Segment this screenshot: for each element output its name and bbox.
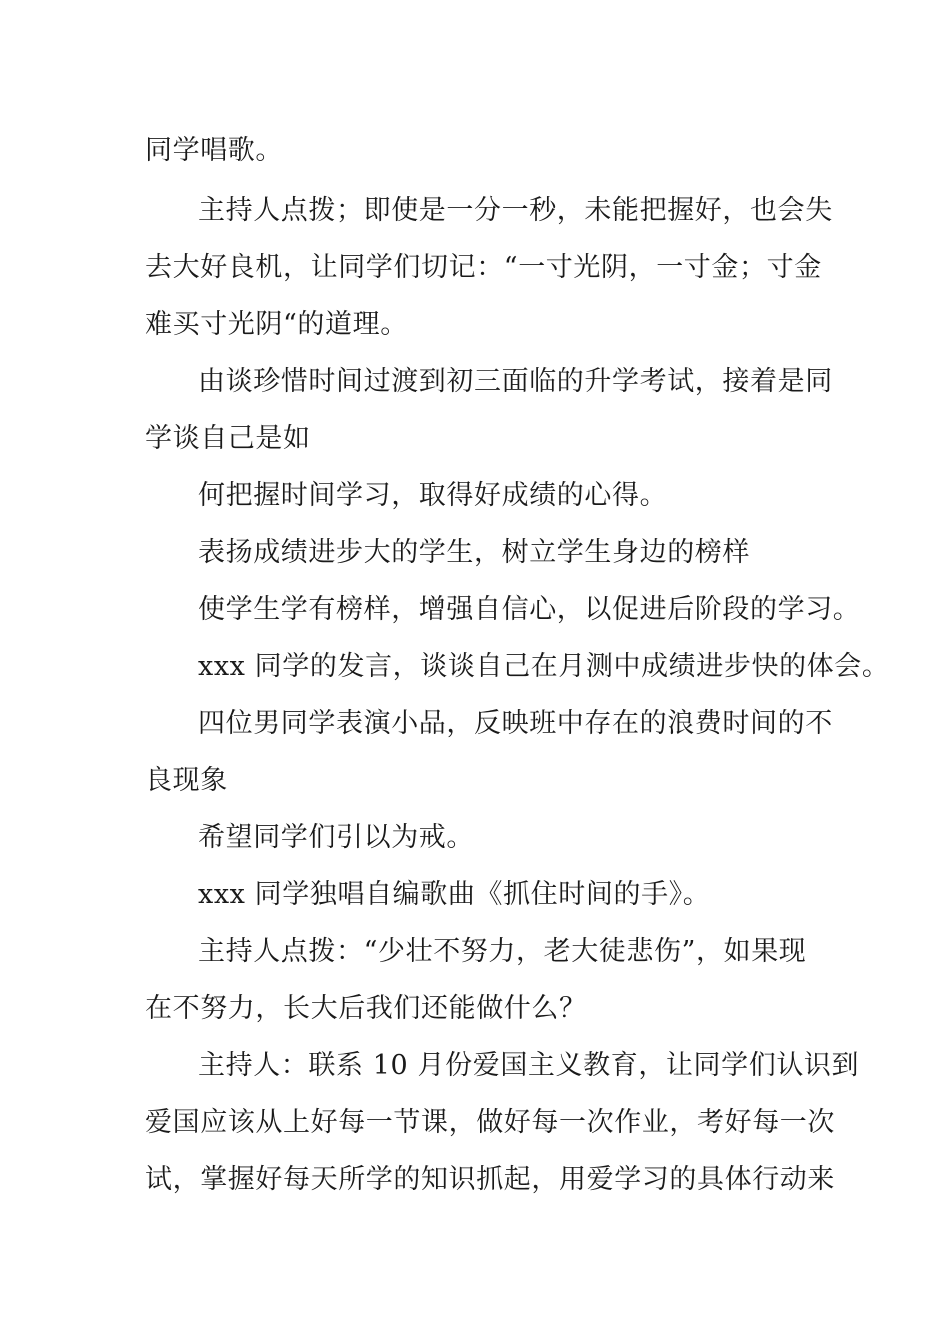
text-line: 主持人点拨；即使是一分一秒，未能把握好，也会失 xyxy=(198,195,833,226)
text-line: 去大好良机，让同学们切记：“一寸光阴，一寸金；寸金 xyxy=(145,252,822,283)
text-line: 希望同学们引以为戒。 xyxy=(198,822,474,853)
text-line: 使学生学有榜样，增强自信心，以促进后阶段的学习。 xyxy=(198,594,861,625)
text-line: 在不努力，长大后我们还能做什么？ xyxy=(145,993,587,1024)
text-line: 何把握时间学习，取得好成绩的心得。 xyxy=(198,480,668,511)
text-line: 良现象 xyxy=(145,765,228,796)
text-line: 主持人点拨：“少壮不努力，老大徒悲伤”，如果现 xyxy=(198,936,807,967)
text-line: 表扬成绩进步大的学生，树立学生身边的榜样 xyxy=(198,537,750,568)
text-line: 主持人：联系 10 月份爱国主义教育，让同学们认识到 xyxy=(198,1050,860,1081)
text-line: xxx 同学独唱自编歌曲《抓住时间的手》。 xyxy=(198,879,711,910)
text-line: 难买寸光阴“的道理。 xyxy=(145,309,408,340)
text-line: 试，掌握好每天所学的知识抓起，用爱学习的具体行动来 xyxy=(145,1164,835,1195)
text-line: 同学唱歌。 xyxy=(145,135,283,166)
text-line: 爱国应该从上好每一节课，做好每一次作业，考好每一次 xyxy=(145,1107,835,1138)
text-line: xxx 同学的发言，谈谈自己在月测中成绩进步快的体会。 xyxy=(198,651,890,682)
text-line: 四位男同学表演小品，反映班中存在的浪费时间的不 xyxy=(198,708,833,739)
text-line: 由谈珍惜时间过渡到初三面临的升学考试，接着是同 xyxy=(198,366,833,397)
text-line: 学谈自己是如 xyxy=(145,423,311,454)
